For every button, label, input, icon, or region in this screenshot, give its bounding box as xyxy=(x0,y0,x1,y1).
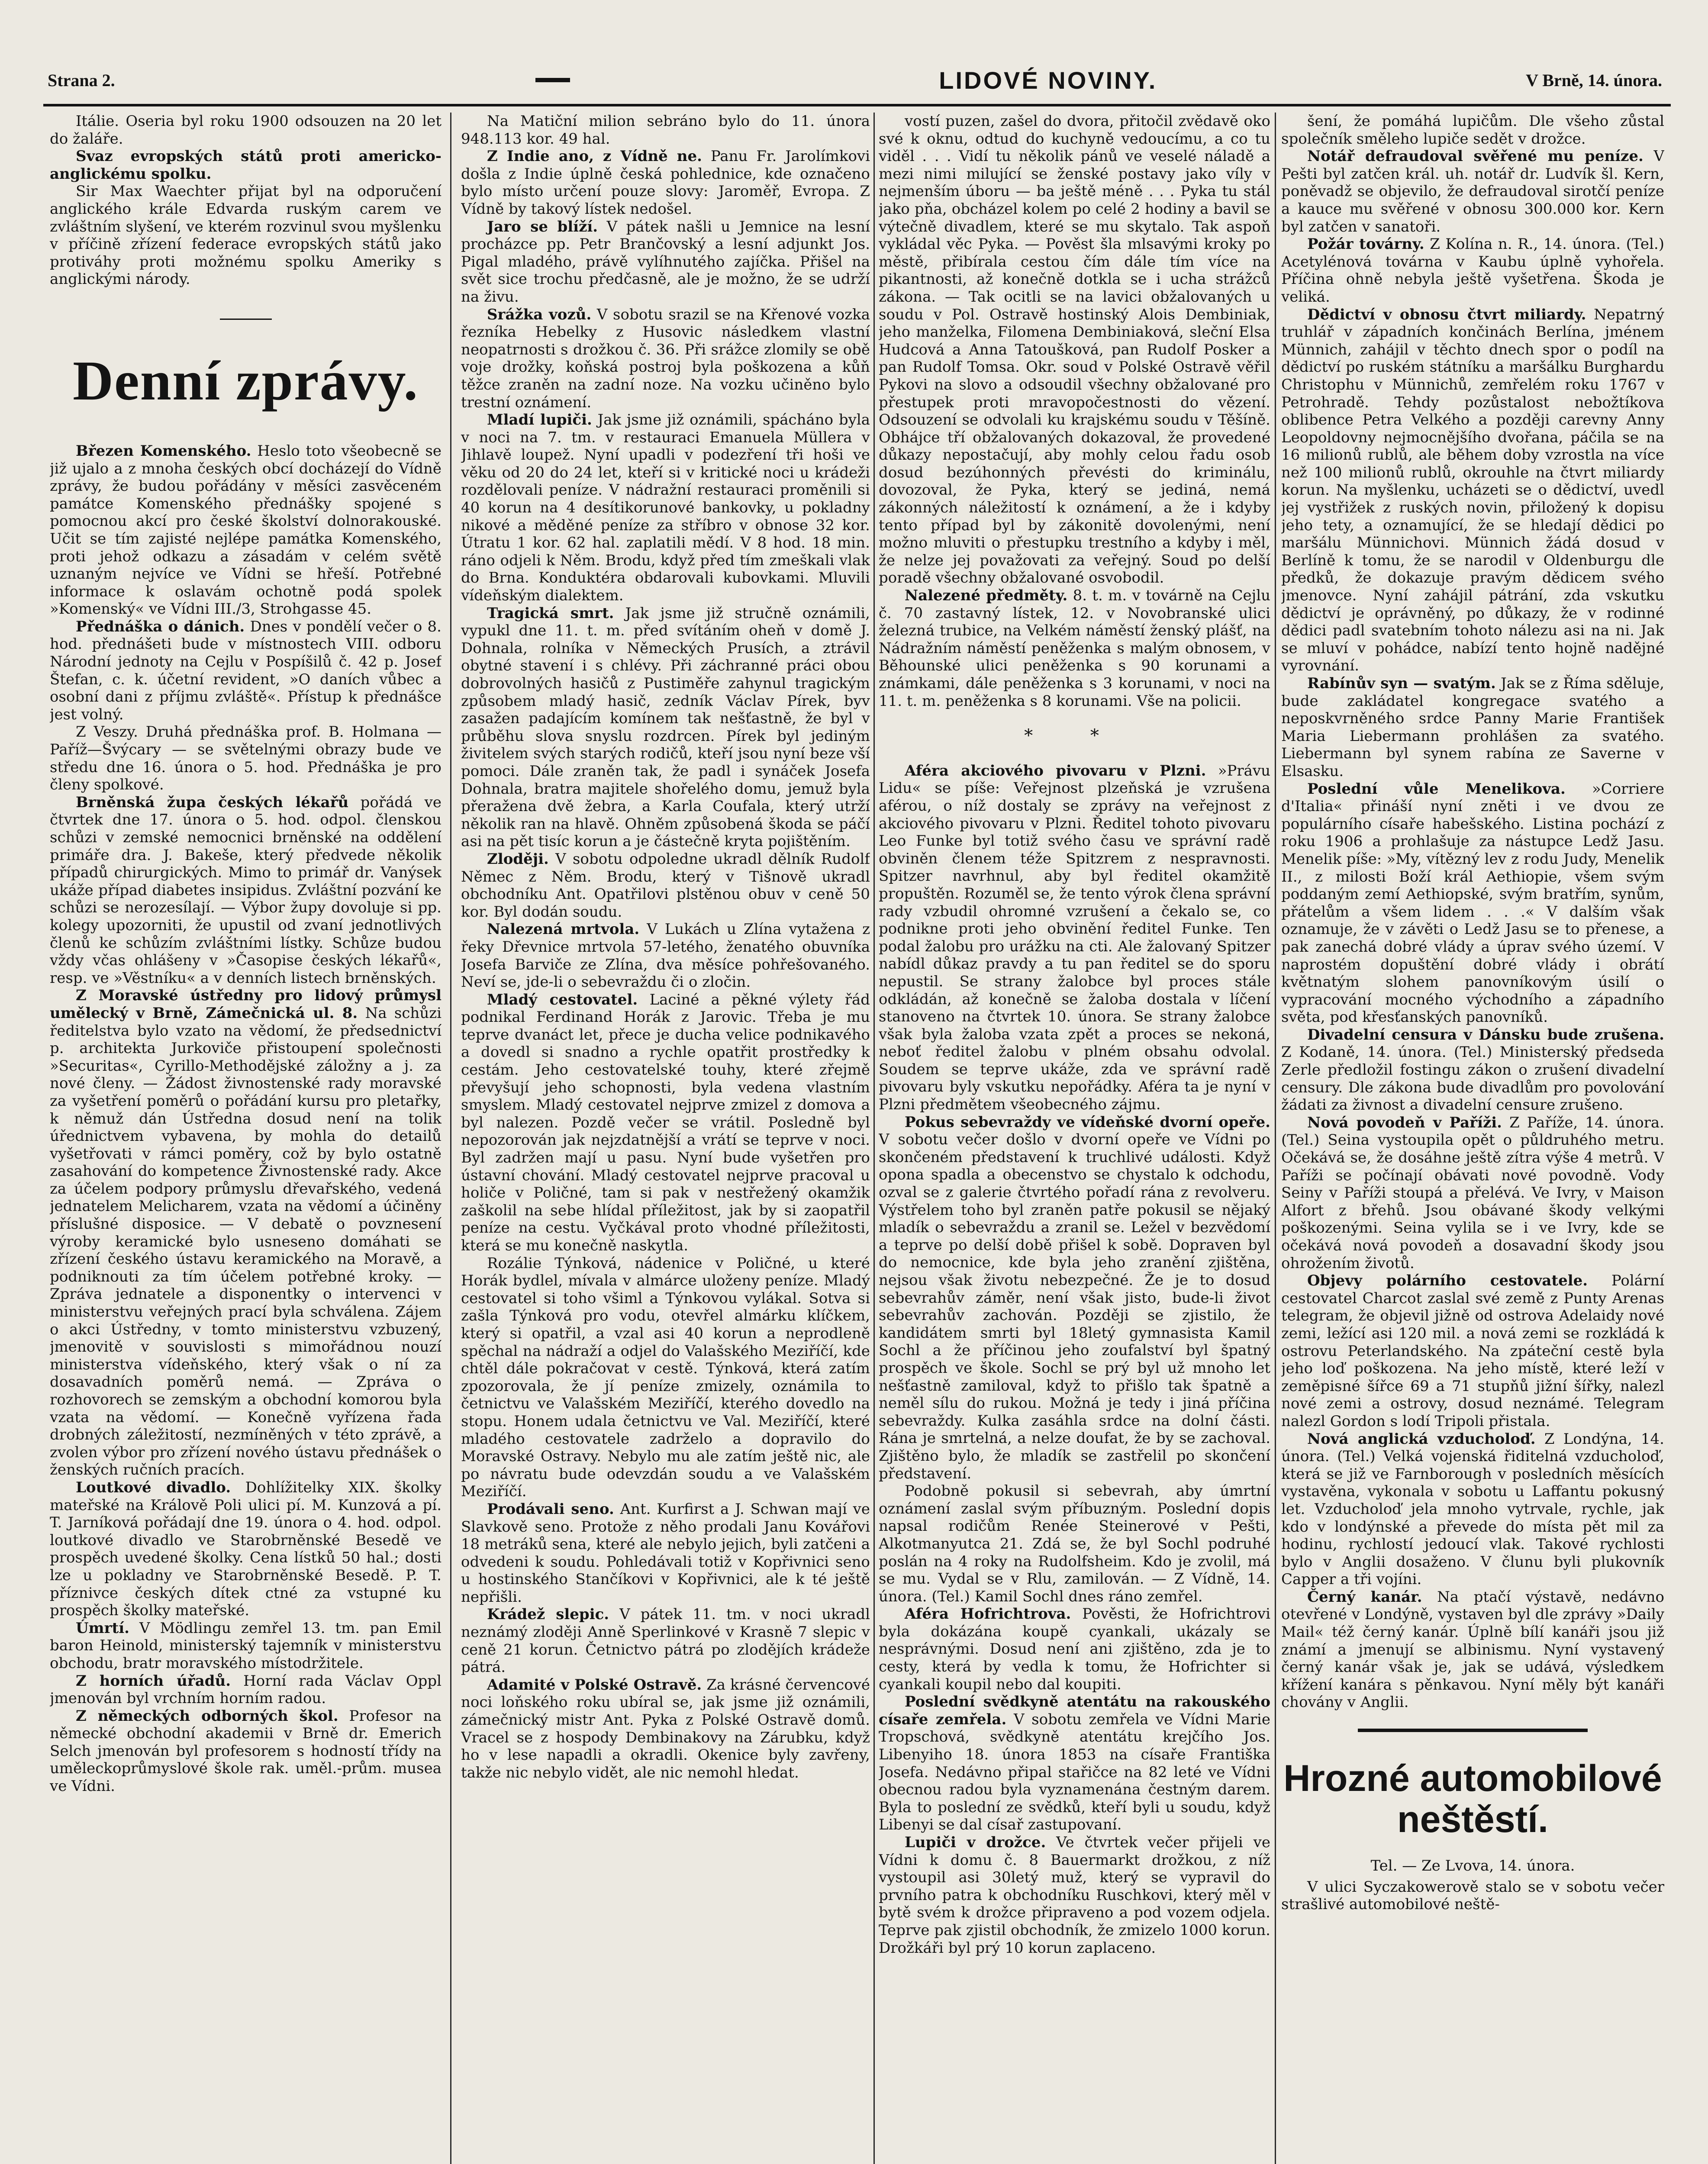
news-item: šení, že pomáhá lupičům. Dle všeho zůstal společník směleho lupiče sedět v drožce. xyxy=(1281,113,1664,148)
news-item: Notář defraudoval svěřené mu peníze. V Pešti byl zatčen král. uh. notář dr. Ludvík šl. Kern, poněvadž se objevilo, že defraudoval sirotčí peníze a kauce mu svěřené v obnosu 300.000 kor. Kern byl zatčen v sanatoři. xyxy=(1281,148,1664,235)
newspaper-title: LIDOVÉ NOVINY. xyxy=(939,66,1157,94)
news-item: Dědictví v obnosu čtvrt miliardy. Nepatrný truhlář v západních končinách Berlína, jménem Münnich, zahájil v těchto dnech spor o podíl na dědictví po ruském státníku a maršálku Burghardu Christophu v Münnichů, zemřelém roku 1767 v Petrohradě. Tehdy pozůstalost nebožtíkova oblibence Petra Velkého a později carevny Anny Leopoldovny nejmocnějšího dvořana, páčila se na 16 milionů rublů, ale během doby vzrostla na více než 100 milionů rublů, okrouhle na čtvrt miliardy korun. Na myšlenku, ucházeti se o dědictví, uvedl jej vystřižek z ruských novin, přiložený k dopisu jeho tety, a oznamující, že se hledají dědici po maršálu Münnichovi. Münnich žádá dosud v Berlíně k tomu, že se narodil v Oldenburgu dle předků, že dokazuje pravým dědicem svého jmenovce. Nyní zahájil pátrání, zda vskutku dědictví je oprávněný, po důkazy, že v rodinné dědici padl svatebním tohoto nálezu asi na ni. Jak se mluví v pohádce, nabízí tento hojně nadějné vyrovnání. xyxy=(1281,306,1664,675)
news-item: Tragická smrt. Jak jsme již stručně oznámili, vypukl dne 11. t. m. před svítáním oheň v domě J. Dohnala, rolníka v Německých Prusích, a ztrávil obytné stavení i s chlévy. Při záchranné práci obou dobrovolných hasičů z Pustiměře zahynul tragickým způsobem mladý hasič, zedník Václav Pírek, byv zasažen padajícím komínem tak nešťastně, že byl v průběhu slova snyslu rozdrcen. Pírek byl jediným živitelem svých starých rodičů, kteří jsou nyní beze vší pomoci. Dále zraněn tak, že padl i synáček Josefa Dohnala, bratra majitele shořelého domu, jemuž byla přeražena dvě žebra, a Karla Coufala, který utrží několik ran na hlavě. Ohněm způsobená škoda se páčí asi na pět tisíc korun a je částečně kryta pojištěním. xyxy=(461,604,870,850)
news-item: Mladí lupiči. Jak jsme již oznámili, spácháno byla v noci na 7. tm. v restauraci Emanuela Müllera v Jihlavě loupež. Nyní upadli v podezření tři hoši ve věku od 20 do 24 let, kteří si v kritické noci u krádeži rozdělovali peníze. V nádražní restauraci proměnili si 40 korun na 4 desítikorunové bankovky, u pokladny nikové a měděné peníze za stříbro v obnose 32 kor. Útratu 1 kor. 62 hal. zaplatili mědí. V 8 hod. 18 min. ráno odjeli k Něm. Brodu, když před tím zmeškali vlak do Brna. Konduktéra obdarovali kubovkami. Mluvili vídeňským dialektem. xyxy=(461,411,870,605)
column-divider xyxy=(450,113,451,2164)
news-item: Z Moravské ústředny pro lidový průmysl umělecký v Brně, Zámečnická ul. 8. Na schůzi ředitelstva bylo vzato na vědomí, že předsednictví p. architekta Jurkoviče přistoupení společnosti »Securitas«, Cyrillo-Methodějské záložny a j. za nové členy. — Žádost živnostenské rady moravské za vyšetření poměrů o pořádání kursu pro pletařky, k němuž dán Ústředna dosud není na tolik úřednictvem vybavena, by mohla do detailů vyšetřovati v rámci poměry, což by bylo ostatně zasahování do kompetence Živnostenské rady. Akce za účelem podpory průmyslu dřevařského, vedená jednatelem Melicharem, vzata na vědomí a účiněny příslušné disposice. — V debatě o povznesení výroby keramické bylo usneseno domáhati se zřízení českého ústavu keramického na Moravě, a podniknouti za tím účelem potřebné kroky. — Zpráva jednatele a disponentky o intervenci v ministerstvu veřejných prací byla schválena. Zájem o akci Ústředny, v tomto ministerstvu vzbuzený, jmenovitě v souvislosti s mimořádnou nouzí ministerstva vídeňského, který však o ní za dosavadních poměrů nemá. — Zpráva o rozhovorech se zemským a obchodní komorou byla vzata na vědomí. — Konečně vyřízena řada drobných záležitostí, nezmíněných v této zprávě, a zvolen výbor pro zřízení nového ústavu přednášek o ženských ručních pracích. xyxy=(50,987,442,1479)
header-date: V Brně, 14. února. xyxy=(1526,70,1662,90)
news-item: Na Matiční milion sebráno bylo do 11. února 948.113 kor. 49 hal. xyxy=(461,113,870,148)
news-item: Pokus sebevraždy ve vídeňské dvorní opeře. V sobotu večer došlo v dvorní opeře ve Vídni po skončeném představení k truchlivé události. Když opona spadla a obecenstvo se chystalo k odchodu, ozval se z galerie čtvrtého pořadí rána z revolveru. Výstřelem toho byl zraněn patře pokusil se nějaký mladík o sebevraždu a zranil se. Ležel v bezvědomí a teprve po delší době přišel k sobě. Dopraven byl do nemocnice, kde byla jeho zranění zjištěna, nejsou však životu nebezpečné. Že je to dosud sebevrahův záměr, není však jisto, bude-li život sebevrahův zachován. Později se zjistilo, že kandidátem smrti byl 18letý gymnasista Kamil Sochl a že příčinou jeho zoufalství byl špatný prospěch ve škole. Sochl se prý byl už mnoho let nešťastně zamiloval, když to přišlo tak špatně a neměl sílu do rukou. Možná je tedy i jiná příčina sebevraždy. Kulka zasáhla srdce na dolní části. Rána je smrtelná, a nelze doufat, že by se zachoval. Zjištěno bylo, že mladík se zastřelil po skončení představení. xyxy=(879,1113,1270,1482)
news-item: Z horních úřadů. Horní rada Václav Oppl jmenován byl vrchním horním radou. xyxy=(50,1672,442,1707)
news-item: Nalezená mrtvola. V Lukách u Zlína vytažena z řeky Dřevnice mrtvola 57-letého, ženatého obuvníka Josefa Barviče ze Zlína, dva měsíce pohřešovaného. Neví se, jde-li o sebevraždu či o zločin. xyxy=(461,921,870,991)
news-item: Nová povodeň v Paříži. Z Paříže, 14. února. (Tel.) Seina vystoupila opět o půldruhého metru. Očekává se, že dosáhne ještě zítra výše 4 metrů. V Paříži se počínají obávati nové povodně. Vody Seiny v Paříži stoupá a přelévá. Ve Ivry, v Maison Alfort z břehů. Jsou obávané škody velkými poškozenými. Seina vylila se i ve Ivry, kde se očekává nová povodeň a dosavadní škody jsou ohrožením životů. xyxy=(1281,1114,1664,1272)
news-item: Nová anglická vzducholoď. Z Londýna, 14. února. (Tel.) Velká vojenská řiditelná vzducholoď, která se již ve Farnborough v posledních měsících vystavěna, vykonala v sobotu u Laffantu pokusný let. Vzducholoď jela mnoho vytrvale, rychle, jak kdo v londýnské a převede do místa pět mil za hodinu, rychlostí jedoucí vlak. Takové rychlosti bylo v Anglii dosaženo. V člunu byli plukovník Capper a tři vojíni. xyxy=(1281,1430,1664,1588)
column-2 xyxy=(461,113,870,2164)
news-item: Jaro se blíží. V pátek našli u Jemnice na lesní procházce pp. Petr Brančovský a lesní adjunkt Jos. Pigal mladého, právě vylíhnutého zajíčka. Přišel na svět sice trochu předčasně, ale je možno, že se udrží na živu. xyxy=(461,218,870,306)
news-item: Adamité v Polské Ostravě. Za krásné červencové noci loňského roku ubíral se, jak jsme již oznámili, zámečnický mistr Ant. Pyka z Polské Ostravě domů. Vracel se z hospody Dembinakovy na Zárubku, když ho v lese napadli a okradli. Okenice byly zavřeny, takže nic nebylo vidět, ale nic nemohl hledat. xyxy=(461,1676,870,1781)
news-item: V ulici Syczakowerově stalo se v sobotu večer strašlivé automobilové neště- xyxy=(1281,1878,1664,1913)
article-headline-large: Hrozné automobilové neštěstí. xyxy=(1283,1758,1662,1840)
column-3 xyxy=(879,113,1270,2164)
news-item: Lupiči v drožce. Ve čtvrtek večer přijeli ve Vídni k domu č. 8 Bauermarkt drožkou, z níž vystoupil asi 30letý muž, který se vypravil do prvního patra k obchodníku Ruschkovi, který měl v bytě svém k drožce připraveno a pod vozem odjela. Teprve pak zjistil obchodník, že zmizelo 1000 korun. Drožkáři byl prý 10 korun zaplaceno. xyxy=(879,1834,1270,1957)
news-item: Z německých odborných škol. Profesor na německé obchodní akademii v Brně dr. Emerich Selch jmenován byl profesorem s hodností třídy na uměleckoprůmyslové škole rak. uměl.-prům. musea ve Vídni. xyxy=(50,1707,442,1795)
news-item: Z Veszy. Druhá přednáška prof. B. Holmana — Paříž—Švýcary — se světelnými obrazy bude ve středu dne 16. února o 5. hod. Přednáška je pro členy spolkové. xyxy=(50,723,442,794)
news-item: Z Indie ano, z Vídně ne. Panu Fr. Jarolímkovi došla z Indie úplně česká pohlednice, kde označeno bylo místo určení pouze slovy: Jaroměř, Evropa. Z Vídně by takový lístek nedošel. xyxy=(461,148,870,218)
news-item: Aféra akciového pivovaru v Plzni. »Právu Lidu« se píše: Veřejnost plzeňská je vzrušena aférou, o níž dostaly se zprávy na veřejnost z akciového pivovaru v Plzni. Ředitel tohoto pivovaru Leo Funke byl totiž svého času ve správní radě obviněn členem téže Spitzrem z nespravnosti. Spitzer navrhnul, aby byl ředitel okamžitě propuštěn. Rozuměl se, že tento výrok člena správní rady vzbudil ohromné vzrušení a čekalo se, co podnikne proti jeho obvinění ředitel Funke. Ten podal žalobu pro urážku na cti. Ale žalovaný Spitzer nabídl důkaz pravdy a tu pan ředitel se do sporu nepustil. Se strany žalobce byl proces stále odkládán, až konečně se žaloba dostala v líčení stanoveno na čtvrtek 10. února. Se strany žalobce však byla žaloba vzata zpět a proces se nekoná, neboť ředitel žalobu v plném obsahu odvolal. Soudem se teprve ukáže, zda ve správní radě pivovaru byly vskutku nepořádky. Aféra ta je nyní v Plzni předmětem všeobecného zájmu. xyxy=(879,762,1270,1114)
news-item: Podobně pokusil si sebevrah, aby úmrtní oznámení zaslal svým příbuzným. Poslední dopis napsal rodičům Renée Steinerové v Pešti, Alkotmanyutca 21. Zdá se, že byl Sochl podruhé poslán na 4 roky na Rudolfsheim. Kdo je zvolil, má se mu. Vydal se v Rlu, zamilován. — Z Vídně, 14. února. (Tel.) Kamil Sochl dnes ráno zemřel. xyxy=(879,1482,1270,1605)
news-item: Mladý cestovatel. Laciné a pěkné výlety řád podnikal Ferdinand Horák z Jarovic. Třeba je mu teprve dvanáct let, přece je ducha velice podnikavého a dovedl si snadno a rychle opatřit prostředky k cestám. Jeho cestovatelské touhy, které zřejmě převyšují jeho schopnosti, byla vedena vlastním smyslem. Mladý cestovatel nejprve zmizel z domova a byl nalezen. Pozdě večer se vrátil. Posledně byl nepozorován jak nejzdatnější a vrátí se teprve v noci. Byl zadržen mají u pasu. Nyní bude vyšetřen pro ústavní chování. Mladý cestovatel nejprve pracoval u holiče v Poličné, tam si pak v nestřežený okamžik zaškolil na sebe hlídal příležitost, jak by si zaopatřil peníze na cestu. Vyčkával proto vhodné příležitosti, která se mu konečně naskytla. xyxy=(461,991,870,1254)
header-rule-mark xyxy=(535,78,570,82)
news-item: Loutkové divadlo. Dohlížitelky XIX. školky mateřské na Králově Poli ulici pí. M. Kunzová a pí. T. Jarníková pořádají dne 19. února o 4. hod. odpol. loutkové divadlo ve Starobrněnské Besedě ve prospěch uvedené školky. Cena lístků 50 hal.; dosti lze u pokladny ve Starobrněnské Besedě. P. T. příznivce českých dítek ctné za vstupné ku prospěch školky mateřské. xyxy=(50,1478,442,1620)
section-heading: Denní zprávy. xyxy=(73,349,419,412)
news-item: Zloději. V sobotu odpoledne ukradl dělník Rudolf Němec z Něm. Brodu, který v Tišnově ukradl obchodníku Ant. Opatřilovi plstěnou obuv v ceně 50 kor. Byl dodán soudu. xyxy=(461,850,870,921)
ornament-stars: * * xyxy=(1024,726,1125,746)
news-item: Rabínův syn — svatým. Jak se z Říma sděluje, bude zakládatel kongregace svatého a neposkvrněného srdce Panny Marie František Maria Liebermann prohlášen za svatého. Liebermann byl synem rabína ze Saverne v Elsasku. xyxy=(1281,675,1664,780)
news-item: Rozálie Týnková, nádenice v Poličné, u které Horák bydlel, mívala v almárce uloženy peníze. Mladý cestovatel si toho všiml a Týnkovou vylákal. Sotva si zašla Týnková pro vodu, otevřel almárku klíčkem, který si opatřil, a vzal asi 40 korun a neprodleně spěchal na nádraží a odjel do Valašského Meziříčí, kde chtěl dále pokračovat v cestě. Týnková, která zatím zpozorovala, že jí peníze zmizely, oznámila to četnictvu ve Valašském Meziříčí, kterého dovedlo na stopu. Honem udala četnictvu ve Val. Meziříčí, které mladého cestovatele zadrželo a dopravilo do Moravské Ostravy. Nebylo mu ale zatím ještě nic, ale po návratu bude odevzdán soudu a ve Valašském Meziříčí. xyxy=(461,1254,870,1501)
article-paragraph: Sir Max Waechter přijat byl na odporučení anglického krále Edvarda ruským carem ve zvláštním slyšení, ve kterém rozvinul svou myšlenku v příčině zřízení federace evropských států jako protiváhy proti možnému spolku Ameriky s anglickými národy. xyxy=(50,183,442,288)
news-item: Úmrtí. V Mödlingu zemřel 13. tm. pan Emil baron Heinold, ministerský tajemník v ministerstvu obchodu, bratr moravského místodržitele. xyxy=(50,1619,442,1672)
news-item: Přednáška o dánich. Dnes v pondělí večer o 8. hod. přednášeti bude v místnostech VIII. odboru Národní jednoty na Cejlu v Pospíšilů č. 42 p. Josef Štefan, c. k. účetní revident, »O daních vůbec a osobní dani z příjmu zvláště«. Přístup k přednášce jest volný. xyxy=(50,618,442,723)
separator xyxy=(1358,1729,1588,1732)
header-page-number: Strana 2. xyxy=(48,70,115,90)
news-item: Divadelní censura v Dánsku bude zrušena. Z Kodaně, 14. února. (Tel.) Ministerský předseda Zerle předložil fostingu zákon o zrušení divadelní censury. Dle zákona bude divadlům pro povolování žádati za živnost a divadelní censure zrušeno. xyxy=(1281,1026,1664,1114)
news-item: Aféra Hofrichtrova. Pověsti, že Hofrichtrovi byla dokázána koupě cyankali, ukázaly se nesprávnými. Dosud není ani zjištěno, zda je to cesty, která by vedla k tomu, že Hofrichter si cyankali koupil nebo dal koupiti. xyxy=(879,1605,1270,1693)
column-4 xyxy=(1281,113,1664,2164)
news-item: Nalezené předměty. 8. t. m. v továrně na Cejlu č. 70 zastavný lístek, 12. v Novobranské ulici železná trubice, na Velkém náměstí ženský plášť, na Nádražním náměstí peněženka s malým obnosem, v Běhounské ulici peněženka s 90 korunami a známkami, dále peněženka s 3 korunami, v noci na 11. t. m. peněženka s 8 korunami. Vše na policii. xyxy=(879,587,1270,710)
dateline: Tel. — Ze Lvova, 14. února. xyxy=(1370,1857,1575,1875)
news-item: Poslední svědkyně atentátu na rakouského císaře zemřela. V sobotu zemřela ve Vídni Marie Tropschová, svědkyně atentátu krejčího Jos. Libenyiho 18. února 1853 na císaře Františka Josefa. Nedávno připal stařičce na 82 leté ve Vídni obecnou radou byla vyznamenána čestným darem. Byla to poslední ze svědků, kteří byli u soudu, když Libenyi se dal císař zastupovaní. xyxy=(879,1693,1270,1834)
news-item: Brněnská župa českých lékařů pořádá ve čtvrtek dne 17. února o 5. hod. odpol. členskou schůzi v zemské nemocnici brněnské na oddělení primáře dra. J. Bakeše, který předvede několik případů chirurgických. Mimo to primář dr. Vanýsek ukáže případ diabetes insipidus. Zvláštní pozvání ke schůzi se nerozesílají. — Výbor župy dovoluje si pp. kolegy upozorniti, že upustil od zvaní jednotlivých členů ke schůzím zvláštními lístky. Schůze budou vždy včas ohlášeny v »Časopise českých lékařů«, resp. ve »Věstníku« a v denních listech brněnských. xyxy=(50,793,442,987)
article-headline: Svaz evropských států proti americko-anglickému spolku. xyxy=(50,148,442,183)
column-divider xyxy=(873,113,875,2164)
news-item: Černý kanár. Na ptačí výstavě, nedávno otevřené v Londýně, vystaven byl dle zprávy »Daily Mail« též černý kanár. Úplně bílí kanáři jsou již známí a jmenují se albinismu. Nyní vystavený černý kanár však je, jak se udává, výsledkem křížení kanára s pěnkavou. Nyní měly být kanáři chovány v Anglii. xyxy=(1281,1588,1664,1711)
news-item: Požár továrny. Z Kolína n. R., 14. února. (Tel.) Acetylénová továrna v Kaubu úplně vyhořela. Příčina ohně nebyla ještě vyšetřena. Škoda je veliká. xyxy=(1281,235,1664,306)
header-rule xyxy=(43,104,1671,106)
separator xyxy=(220,319,272,320)
news-item: Krádež slepic. V pátek 11. tm. v noci ukradl neznámý zloději Anně Sperlinkové v Krasně 7 slepic v ceně 21 korun. Četnictvo pátrá po zlodějích krádeže pátrá. xyxy=(461,1606,870,1676)
news-item: Objevy polárního cestovatele. Polární cestovatel Charcot zaslal své země z Punty Arenas telegram, že objevil jižně od ostrova Adelaidy nové zemi, ležící asi 120 mil. a nová zemi se rozkládá k ostrovu Peterlandského. Na zpáteční cestě byla jeho loď poškozena. Na jeho místě, které leží v zeměpisné šířce 69 a 71 stupňů jižní šířky, nalezl nové zemi a ostrovy, dosud neznámé. Telegram nalezl Gordon s lodí Tripoli přistala. xyxy=(1281,1272,1664,1430)
column-1 xyxy=(50,113,442,2164)
column-divider xyxy=(1275,113,1276,2164)
news-item: Prodávali seno. Ant. Kurfirst a J. Schwan mají ve Slavkově seno. Protože z něho prodali Janu Kovářovi 18 metráků sena, které ale nebylo jejich, byli zatčeni a odvedeni k soudu. Pohledávali totiž v Kopřivnici seno u hostinského Stančíkovi v Kopřivnici, ale k té ještě nepřišli. xyxy=(461,1500,870,1606)
page-header xyxy=(48,61,1662,100)
article-paragraph: Itálie. Oseria byl roku 1900 odsouzen na 20 let do žaláře. xyxy=(50,113,442,148)
news-item: Srážka vozů. V sobotu srazil se na Křenové vozka řezníka Hebelky z Husovic následkem vlastní neopatrnosti s drožkou č. 36. Při srážce zlomily se obě voje drožky, koňská postroj byla poškozena a kůň těžce zraněn na zadní noze. Na vozku učiněno bylo trestní oznámení. xyxy=(461,306,870,411)
news-item: Březen Komenského. Heslo toto všeobecně se již ujalo a z mnoha českých obcí docházejí do Vídně zprávy, že budou pořádány v měsíci zasvěceném památce Komenského přednášky spojené s pomocnou akcí pro české školství dolnorakouské. Učit se tím zajisté nejlépe památka Komenského, proti jehož odkazu a zásadám v celém světě uznaným nejvíce ve Vídni se hřeší. Potřebné informace k oslavám ochotně podá spolek »Komenský« ve Vídni III./3, Strohgasse 45. xyxy=(50,442,442,618)
news-item: Poslední vůle Menelikova. »Corriere d'Italia« přináší nyní zněti i ve dvou ze populárního císaře habešského. Listina pochází z roku 1906 a prohlašuje za nástupce Ledž Jasu. Menelik píše: »My, vítězný lev z rodu Judy, Menelik II., z milosti Boží král Aethiopie, všem svým poddaným zemí Aethiopské, svým bratřím, synům, přátelům a všem lidem . . .« V dalším však oznamuje, že v závěti o Ledž Jasu se to přenese, a pak zanechá dobré vlády a úprav svého území. V naprostém dopuštění dobré vlády i obrátí květnatým slohem panovníkovým úsilí o vypracování mocného východního a západního světa, pod křesťanských panovníků. xyxy=(1281,780,1664,1026)
news-item: vostí puzen, zašel do dvora, přitočil zvědavě oko své k oknu, odtud do kuchyně vedoucímu, a co tu viděl . . . Vidí tu několik pánů ve veselé náladě a mezi nimi milující se ženské postavy jako víly v nejmenším úboru — ba ještě méně . . . Pyka tu stál jako pňa, obcházel kolem po celé 2 hodiny a bavil se výtečně divadlem, které se mu skytalo. Tak aspoň vykládal věc Pyka. — Pověst šla mlsavými kroky po městě, přibírala cestou čím dále tím více na pikantnosti, až konečně dotkla se i ucha strážců zákona. — Tak ocitli se na lavici obžalovaných u soudu v Pol. Ostravě hostinský Alois Dembiniak, jeho manželka, Filomena Dembiniaková, sleční Elsa Hudcová a Anna Tatoušková, pan Rudolf Posker a pan Rudolf Tomsa. Okr. soud v Polské Ostravě věřil Pykovi na slovo a odsoudil všechny obžalované pro přestupek proti mravopočestnosti do vězení. Odsouzení se odvolali ku krajskému soudu v Těšíně. Obhájce tří obžalovaných dokazoval, že provedené důkazy nepostačují, aby mohly celou řadu osob dosud bezúhonných převésti do kriminálu, dovozoval, že Pyka, který se jediná, nemá zákonných náležitostí k oznámení, a že i kdyby tento případ byl by zákonitě dovolenými, není možno mluviti o přestupku trestního a kdyby i měl, že nelze jej považovati za veřejný. Soud po delší poradě všechny obžalované osvobodil. xyxy=(879,113,1270,587)
